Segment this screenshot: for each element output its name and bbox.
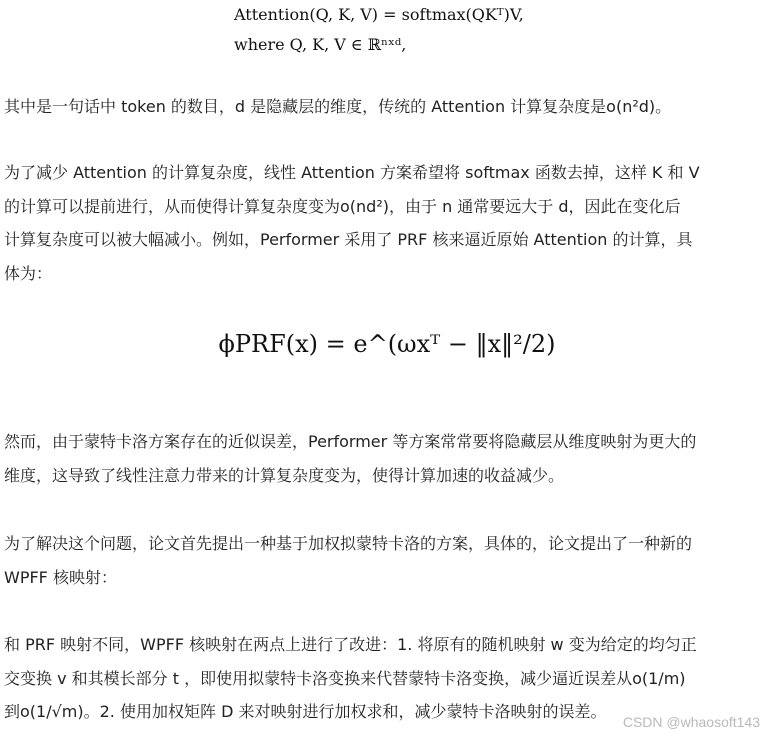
text-line: 的计算可以提前进行，从而使得计算复杂度变为o(nd²)，由于 n 通常要远大于 d，因此在变化后	[4, 196, 681, 216]
paragraph-linear-attention	[4, 156, 768, 290]
attention-formula-line2: where Q, K, V ∈ ℝⁿˣᵈ,	[234, 35, 407, 54]
text-line: 到o(1/√m)。2. 使用加权矩阵 D 来对映射进行加权求和，减少蒙特卡洛映射的误差。	[4, 702, 607, 721]
prf-formula: ϕPRF(x) = e^(ωxᵀ − ‖x‖²/2)	[218, 330, 556, 358]
paragraph-complexity	[4, 90, 768, 124]
text-line: 为了减少 Attention 的计算复杂度，线性 Attention 方案希望将 softmax 函数去掉，这样 K 和 V	[4, 163, 700, 182]
text-line: 体为：	[4, 263, 53, 283]
attention-formula-line1: Attention(Q, K, V) = softmax(QKᵀ)V,	[234, 5, 524, 24]
attention-formula	[234, 0, 524, 60]
text-line: 维度，这导致了线性注意力带来的计算复杂度变为，使得计算加速的收益减少。	[4, 465, 565, 485]
text-line: WPFF 核映射：	[4, 567, 117, 587]
text-line: 交变换 v 和其模长部分 t ，即使用拟蒙特卡洛变换来代替蒙特卡洛变换，减少逼近误差从o(1/m)	[4, 668, 686, 688]
paragraph-monte-carlo-error	[4, 425, 768, 492]
text-line: 其中是一句话中 token 的数目，d 是隐藏层的维度，传统的 Attention 计算复杂度是o(n²d)。	[4, 97, 672, 116]
text-line: 为了解决这个问题，论文首先提出一种基于加权拟蒙特卡洛的方案，具体的，论文提出了一种新的	[4, 534, 693, 553]
text-line: 和 PRF 映射不同，WPFF 核映射在两点上进行了改进：1. 将原有的随机映射 w 变为给定的均匀正	[4, 635, 697, 654]
text-line: 然而，由于蒙特卡洛方案存在的近似误差，Performer 等方案常常要将隐藏层从维度映射为更大的	[4, 432, 697, 451]
csdn-watermark: CSDN @whaosoft143	[622, 714, 760, 730]
paragraph-wpff-intro	[4, 527, 768, 594]
text-line: 计算复杂度可以被大幅减小。例如，Performer 采用了 PRF 核来逼近原始 Attention 的计算，具	[4, 230, 693, 249]
